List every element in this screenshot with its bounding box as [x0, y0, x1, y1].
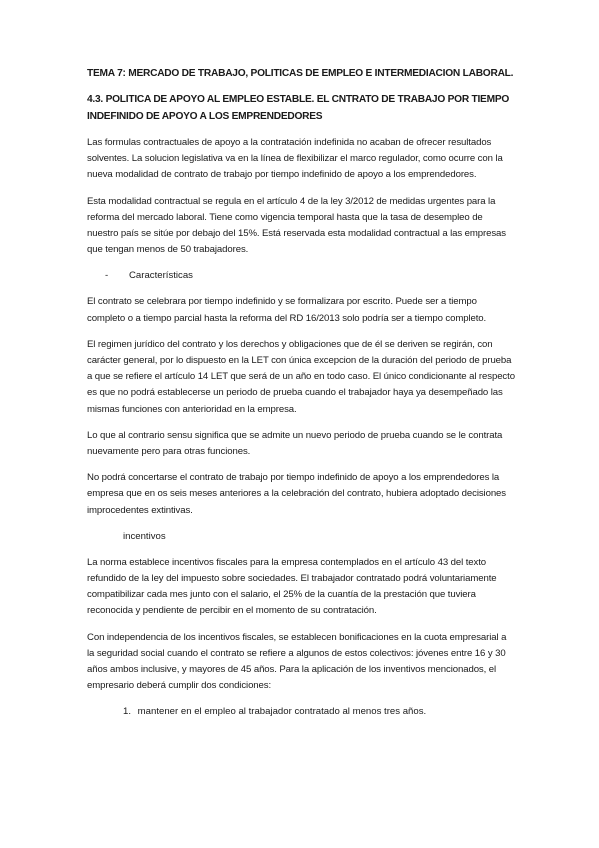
- list-number: 1.: [123, 706, 132, 718]
- list-text: mantener en el empleo al trabajador contratado al menos tres años.: [137, 706, 427, 718]
- paragraph: No podrá concertarse el contrato de trabajo por tiempo indefinido de apoyo a los emprendedores la empresa que en os seis meses anteriores a la celebración del contrato, hubiera adoptado decisiones improcedentes extintivas.: [87, 472, 506, 516]
- bullet-text: Características: [129, 270, 193, 282]
- paragraph: Esta modalidad contractual se regula en el artículo 4 de la ley 3/2012 de medidas urgentes para la reforma del mercado laboral. Tiene como vigencia temporal hasta que la tasa de desempleo de nuestro país se sitúe por debajo del 15%. Está reservada esta modalidad contractual a las empresas que tengan menos de 50 trabajadores.: [87, 195, 506, 256]
- paragraph: Con independencia de los incentivos fiscales, se establecen bonificaciones en la cuota empresarial a la seguridad social cuando el contrato se refiere a algunos de estos colectivos: jóvenes entre 16 y 30 años ambos inclusive, y mayores de 45 años. Para la aplicación de los inventivos mencionados, el empresario deberá cumplir dos condiciones:: [87, 631, 507, 692]
- section-title: 4.3. POLITICA DE APOYO AL EMPLEO ESTABLE. EL CNTRATO DE TRABAJO POR TIEMPO INDEFINIDO DE APOYO A LOS EMPRENDEDORES: [87, 94, 510, 122]
- paragraph: Lo que al contrario sensu significa que se admite un nuevo periodo de prueba cuando se le contrata nuevamente pero para otras funciones.: [87, 429, 503, 458]
- bullet-marker: -: [105, 270, 109, 282]
- numbered-list-item: [87, 704, 515, 720]
- paragraph: Las formulas contractuales de apoyo a la contratación indefinida no acaban de ofrecer resultados solventes. La solucion legislativa va en la línea de flexibilizar el marco regulador, como ocurre con la nueva modalidad de contrato de trabajo por tiempo indefinido de apoyo a los emprendedores.: [87, 137, 503, 181]
- paragraph: El contrato se celebrara por tiempo indefinido y se formalizara por escrito. Puede ser a tiempo completo o a tiempo parcial hasta la reforma del RD 16/2013 solo podría ser a tiempo completo.: [87, 296, 487, 324]
- document-title: TEMA 7: MERCADO DE TRABAJO, POLITICAS DE EMPLEO E INTERMEDIACION LABORAL.: [87, 68, 514, 79]
- paragraph: El regimen jurídico del contrato y los derechos y obligaciones que de él se deriven se regirán, con carácter general, por lo dispuesto en la LET con única excepcion de la duración del periodo de prueba a que se refiere el artículo 14 LET que será de un año en todo caso. El único condicionante al respecto es que no podrá establecerse un periodo de prueba cuando el trabajador haya ya desempeñado las mismas funciones con anterioridad en la empresa.: [87, 338, 515, 415]
- paragraph: La norma establece incentivos fiscales para la empresa contemplados en el artículo 43 del texto refundido de la ley del impuesto sobre sociedades. El trabajador contratado podrá voluntariamente compatibilizar cada mes junto con el salario, el 25% de la cuantía de la prestación que tuviera reconocida y pendiente de percibir en el momento de su contratación.: [87, 556, 497, 617]
- bullet-item: [87, 268, 515, 284]
- subheading: incentivos: [123, 530, 166, 542]
- document-body: [87, 66, 515, 720]
